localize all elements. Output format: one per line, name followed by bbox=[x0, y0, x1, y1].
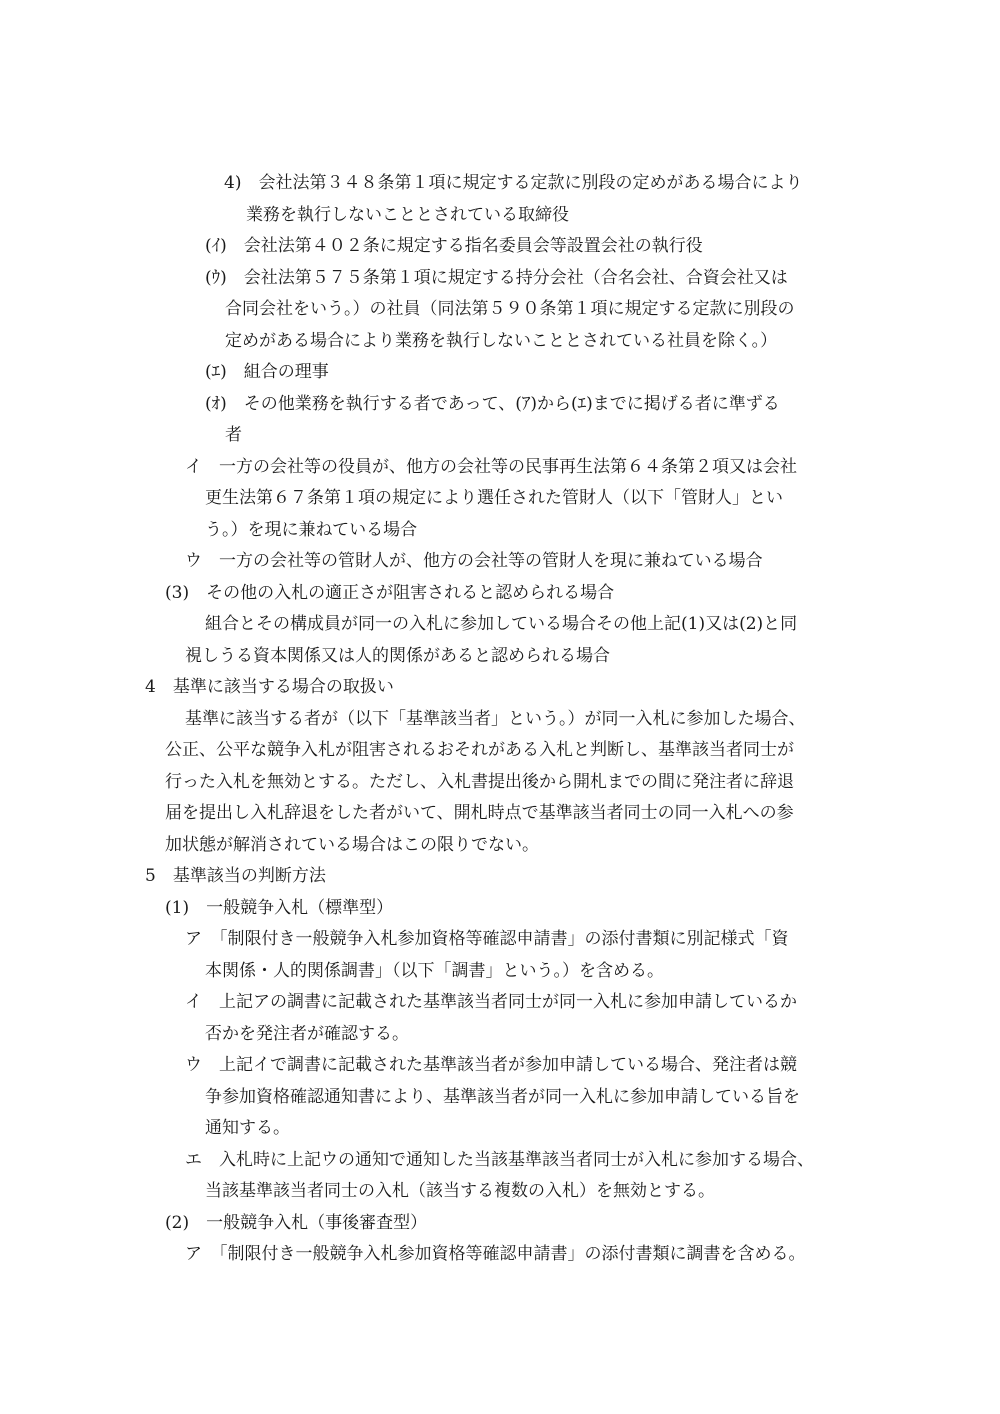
text-line: 業務を執行しないこととされている取締役 bbox=[246, 205, 569, 225]
text-line: 更生法第６７条第１項の規定により選任された管財人（以下「管財人」とい bbox=[205, 488, 783, 508]
text-line: 本関係・人的関係調書」（以下「調書」という。）を含める。 bbox=[205, 961, 664, 981]
text-line: イ 上記アの調書に記載された基準該当者同士が同一入札に参加申請しているか bbox=[185, 992, 797, 1012]
text-line: ア 「制限付き一般競争入札参加資格等確認申請書」の添付書類に調書を含める。 bbox=[185, 1244, 806, 1264]
text-line: 者 bbox=[225, 425, 242, 445]
text-line: ウ 上記イで調書に記載された基準該当者が参加申請している場合、発注者は競 bbox=[185, 1055, 797, 1075]
text-line: 届を提出し入札辞退をした者がいて、開札時点で基準該当者同士の同一入札への参 bbox=[165, 803, 794, 823]
text-line: 通知する。 bbox=[205, 1118, 290, 1138]
text-line: 加状態が解消されている場合はこの限りでない。 bbox=[165, 835, 539, 855]
text-line: (ｵ) その他業務を執行する者であって、(ｱ)から(ｴ)までに掲げる者に準ずる bbox=[205, 394, 780, 414]
text-line: う。）を現に兼ねている場合 bbox=[205, 520, 418, 540]
subsection-heading: (2) 一般競争入札（事後審査型） bbox=[165, 1213, 428, 1233]
text-line: (3) その他の入札の適正さが阻害されると認められる場合 bbox=[165, 583, 615, 603]
text-line: 当該基準該当者同士の入札（該当する複数の入札）を無効とする。 bbox=[205, 1181, 715, 1201]
text-line: 基準に該当する者が（以下「基準該当者」という。）が同一入札に参加した場合、 bbox=[185, 709, 806, 729]
text-line: (ｳ) 会社法第５７５条第１項に規定する持分会社（合名会社、合資会社又は bbox=[205, 268, 788, 288]
text-line: 4) 会社法第３４８条第１項に規定する定款に別段の定めがある場合により bbox=[224, 173, 803, 193]
text-line: 行った入札を無効とする。ただし、入札書提出後から開札までの間に発注者に辞退 bbox=[165, 772, 794, 792]
text-line: 争参加資格確認通知書により、基準該当者が同一入札に参加申請している旨を bbox=[205, 1087, 800, 1107]
text-line: 視しうる資本関係又は人的関係があると認められる場合 bbox=[185, 646, 610, 666]
text-line: (ｴ) 組合の理事 bbox=[205, 362, 329, 382]
text-line: イ 一方の会社等の役員が、他方の会社等の民事再生法第６４条第２項又は会社 bbox=[185, 457, 797, 477]
text-line: 公正、公平な競争入札が阻害されるおそれがある入札と判断し、基準該当者同士が bbox=[165, 740, 794, 760]
text-line: 組合とその構成員が同一の入札に参加している場合その他上記(1)又は(2)と同 bbox=[205, 614, 798, 634]
text-line: エ 入札時に上記ウの通知で通知した当該基準該当者同士が入札に参加する場合、 bbox=[185, 1150, 814, 1170]
text-line: ウ 一方の会社等の管財人が、他方の会社等の管財人を現に兼ねている場合 bbox=[185, 551, 763, 571]
text-line: 合同会社をいう。）の社員（同法第５９０条第１項に規定する定款に別段の bbox=[225, 299, 795, 319]
text-line: (ｲ) 会社法第４０２条に規定する指名委員会等設置会社の執行役 bbox=[205, 236, 703, 256]
text-line: ア 「制限付き一般競争入札参加資格等確認申請書」の添付書類に別記様式「資 bbox=[185, 929, 789, 949]
section-heading: 5 基準該当の判断方法 bbox=[145, 866, 326, 886]
text-line: 定めがある場合により業務を執行しないこととされている社員を除く。） bbox=[225, 331, 778, 351]
section-heading: 4 基準に該当する場合の取扱い bbox=[145, 677, 394, 697]
subsection-heading: (1) 一般競争入札（標準型） bbox=[165, 898, 394, 918]
text-line: 否かを発注者が確認する。 bbox=[205, 1024, 409, 1044]
